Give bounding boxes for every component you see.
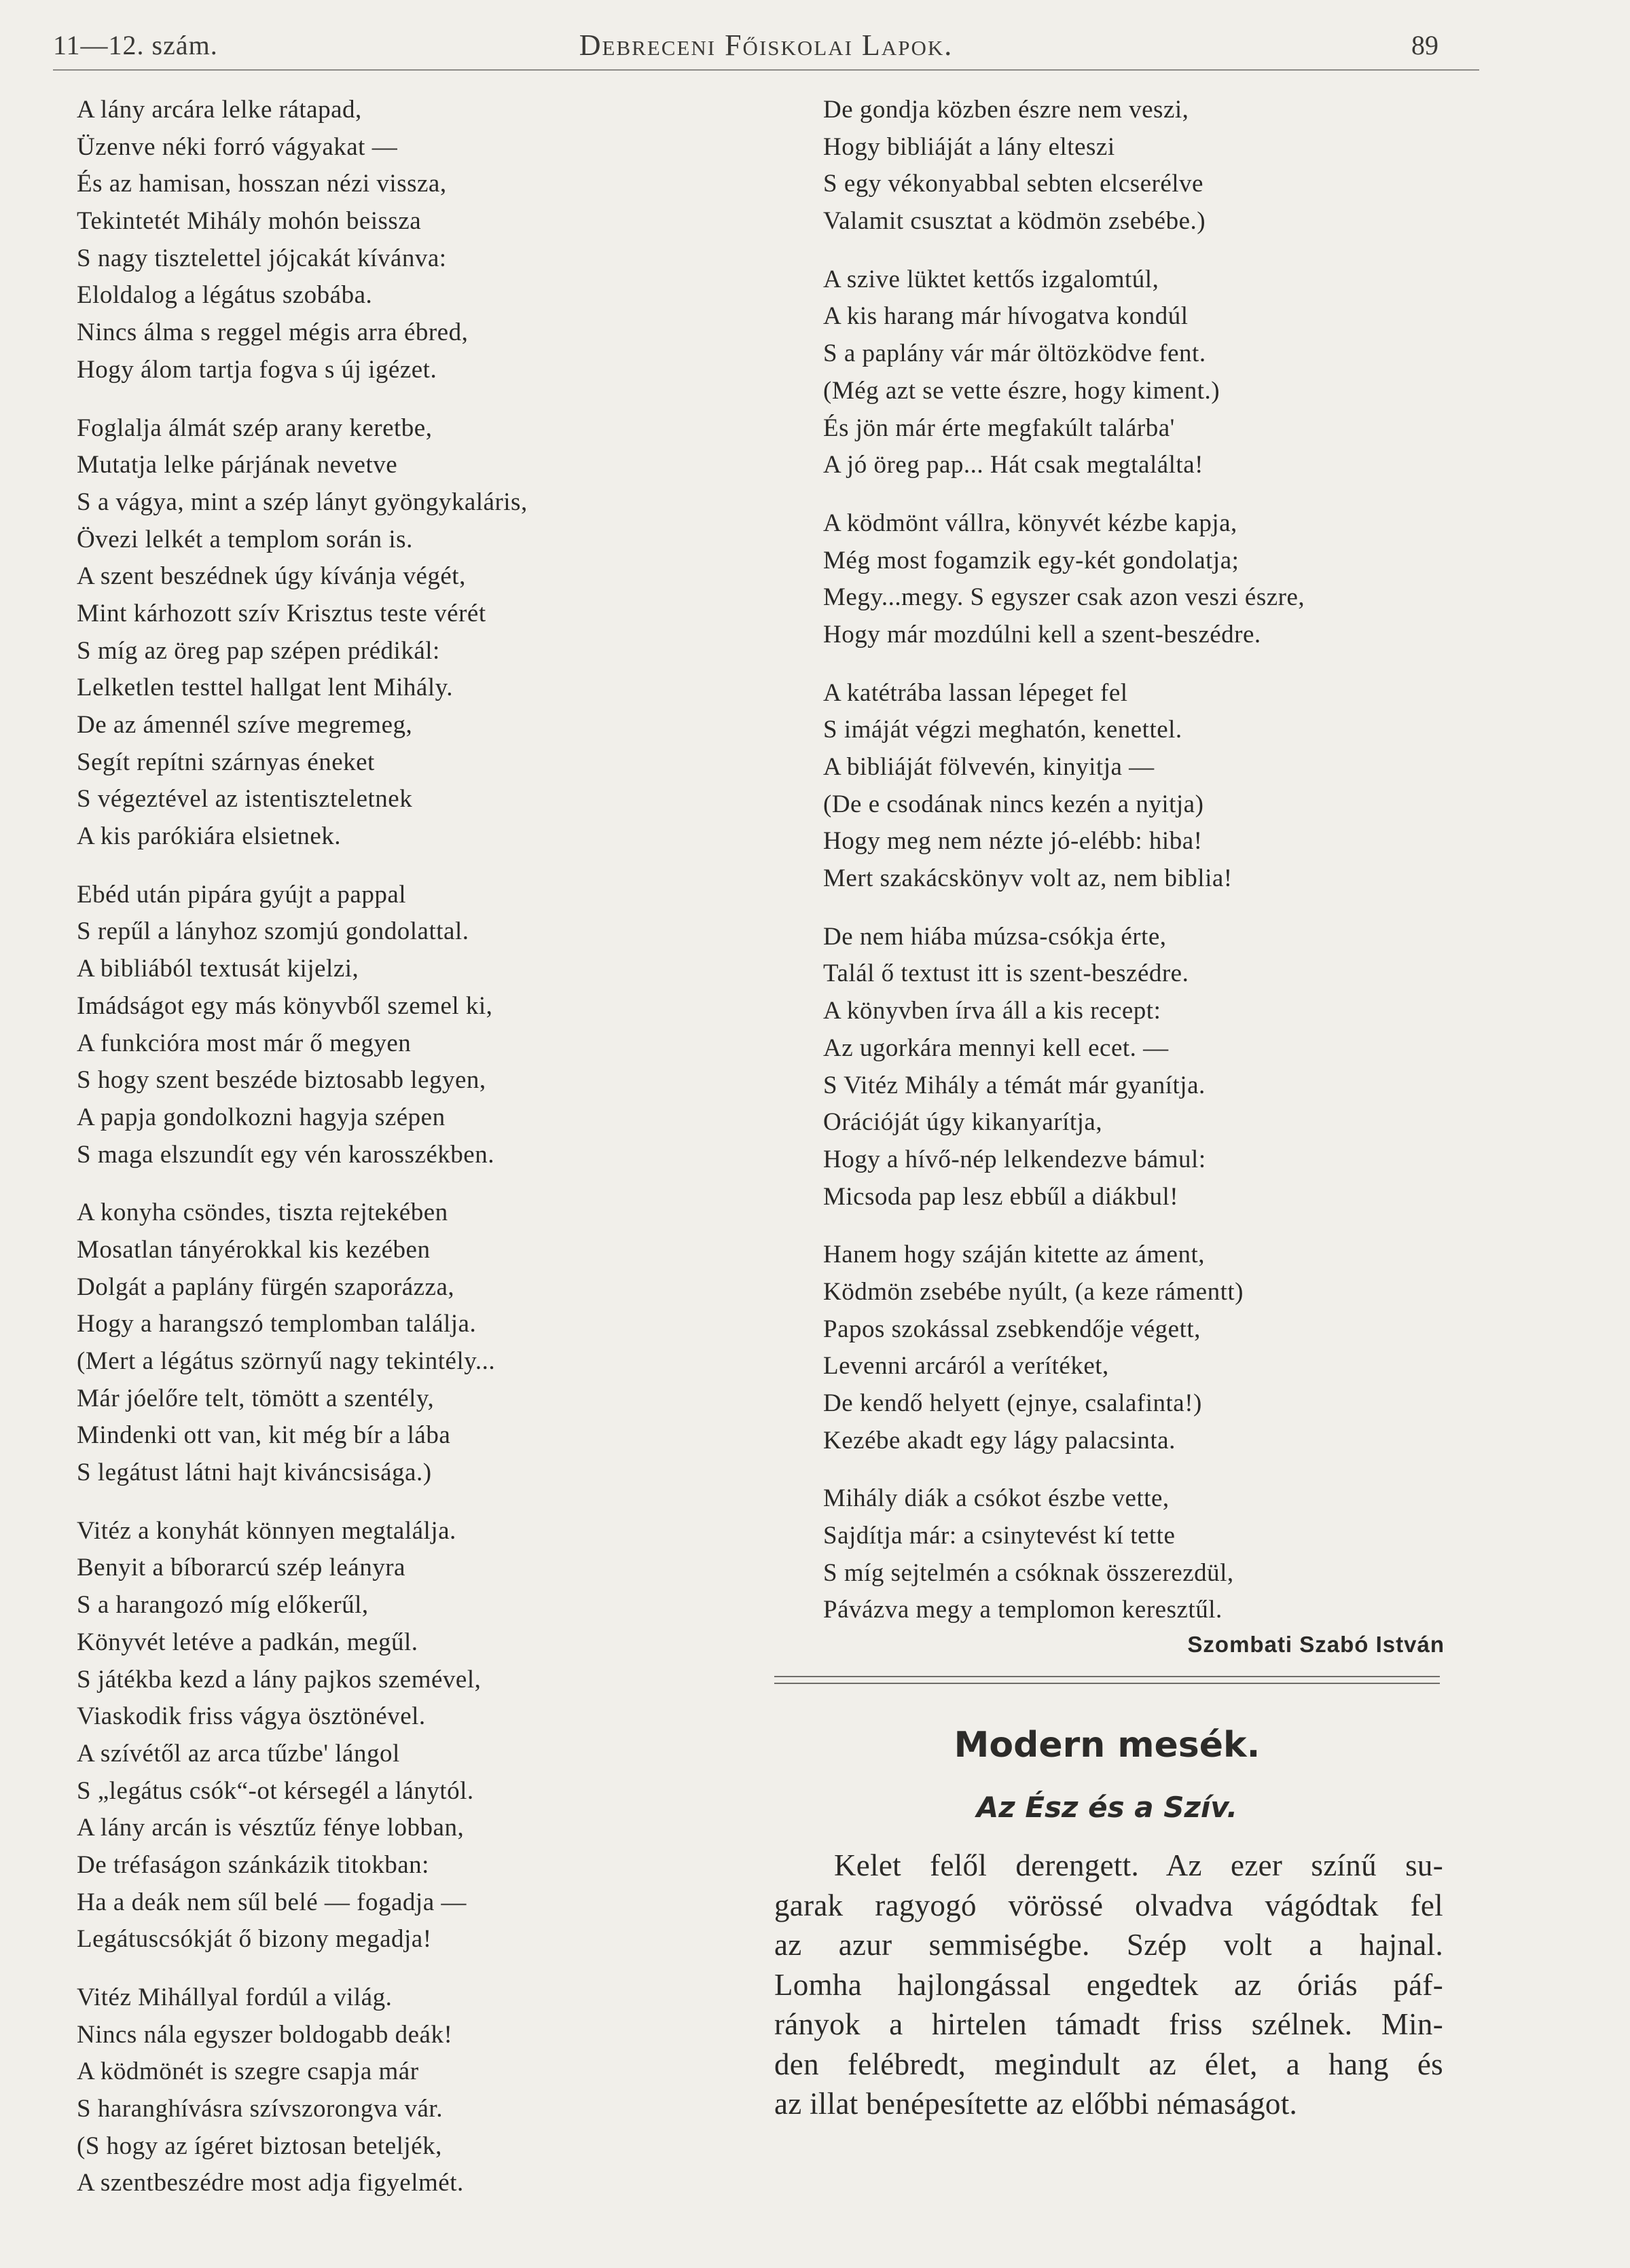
stanza [823, 1480, 1502, 1629]
poem-line: Hogy álom tartja fogva s új igézet. [77, 355, 437, 384]
poem-line: A katétrába lassan lépeget fel [823, 678, 1128, 707]
poem-line: A bibliáját fölvevén, kinyitja — [823, 753, 1155, 781]
prose-line: garak ragyogó vörössé olvadva vágódtak fel [774, 1888, 1443, 1922]
section-title: Modern mesék. [954, 1725, 1261, 1766]
story-paragraph [774, 1846, 1443, 2124]
poem-line: Hanem hogy száján kitette az áment, [823, 1241, 1206, 1269]
poem-line: S maga elszundít egy vén karosszékben. [77, 1140, 494, 1169]
poem-line: A szent beszédnek úgy kívánja végét, [77, 562, 466, 591]
poem-line: Mert szakácskönyv volt az, nem biblia! [823, 864, 1233, 893]
poem-line: S míg az öreg pap szépen prédikál: [77, 636, 440, 665]
poem-line: A funkcióra most már ő megyen [77, 1029, 412, 1057]
stanza [77, 1513, 756, 1958]
poem-line: Mindenki ott van, kit még bír a lába [77, 1421, 451, 1450]
poem-line: Hogy már mozdúlni kell a szent-beszédre. [823, 620, 1261, 648]
poem-line: Üzenve néki forró vágyakat — [77, 132, 398, 161]
section-divider [774, 1676, 1440, 1677]
poem-line: (De e csodának nincs kezén a nyitja) [823, 790, 1204, 818]
stanza [823, 919, 1502, 1216]
poem-line: S egy vékonyabbal sebten elcserélve [823, 170, 1203, 198]
poem-line: Könyvét letéve a padkán, megűl. [77, 1628, 418, 1656]
poem-column-left [77, 92, 756, 2223]
poem-line: Tekintetét Mihály mohón beissza [77, 207, 422, 236]
poem-line: Ködmön zsebébe nyúlt, (a keze rámentt) [823, 1277, 1244, 1306]
poem-line: Papos szokással zsebkendője végett, [823, 1315, 1201, 1343]
poem-line: S a harangozó míg előkerűl, [77, 1591, 369, 1620]
story-title: Az Ész és a Szív. [976, 1791, 1238, 1824]
poem-line: És jön már érte megfakúlt talárba' [823, 414, 1175, 442]
poem-line: Lelketlen testtel hallgat lent Mihály. [77, 674, 453, 702]
poem-line: De tréfaságon szánkázik titokban: [77, 1850, 429, 1879]
poem-line: Kezébe akadt egy lágy palacsinta. [823, 1426, 1176, 1455]
journal-title: Debreceni Főiskolai Lapok. [579, 29, 954, 62]
section-divider-second [774, 1683, 1440, 1684]
prose-line: rányok a hirtelen támadt friss szélnek. Min- [774, 2007, 1443, 2041]
poem-line: A ködmönt vállra, könyvét kézbe kapja, [823, 509, 1237, 537]
poem-line: Benyit a bíborarcú szép leányra [77, 1554, 405, 1582]
poem-line: Mutatja lelke párjának nevetve [77, 451, 398, 479]
poem-line: Viaskodik friss vágya ösztönével. [77, 1702, 426, 1731]
poem-line: A bibliából textusát kijelzi, [77, 955, 359, 983]
stanza [77, 410, 756, 856]
poem-line: Az ugorkára mennyi kell ecet. — [823, 1034, 1169, 1062]
poem-line: S legátust látni hajt kiváncsisága.) [77, 1459, 432, 1487]
poem-line: Segít repítni szárnyas éneket [77, 748, 375, 776]
poem-line: Dolgát a paplány fürgén szaporázza, [77, 1273, 455, 1301]
issue-number: 11—12. szám. [53, 30, 218, 60]
poem-line: Pávázva megy a templomon keresztűl. [823, 1596, 1222, 1624]
poem-line: Nincs nála egyszer boldogabb deák! [77, 2020, 453, 2049]
poem-line: S végeztével az istentiszteletnek [77, 785, 413, 813]
poem-line: Hogy a harangszó templomban találja. [77, 1310, 477, 1338]
stanza [77, 92, 756, 389]
poem-line: Orációját úgy kikanyarítja, [823, 1108, 1103, 1137]
prose-line: den felébredt, megindult az élet, a hang és [774, 2047, 1443, 2081]
poem-line: (S hogy az ígéret biztosan beteljék, [77, 2132, 442, 2160]
poem-line: S míg sejtelmén a csóknak összerezdül, [823, 1558, 1234, 1587]
poem-line: Levenni arcáról a verítéket, [823, 1352, 1109, 1380]
poem-line: A kis parókiára elsietnek. [77, 822, 342, 851]
poem-line: S a vágya, mint a szép lányt gyöngykaláris, [77, 488, 528, 516]
poem-line: Mosatlan tányérokkal kis kezében [77, 1235, 431, 1264]
poem-line: De kendő helyett (ejnye, csalafinta!) [823, 1389, 1202, 1417]
prose-line: Kelet felől derengett. Az ezer színű su- [834, 1848, 1443, 1882]
poem-line: A ködmönét is szegre csapja már [77, 2057, 419, 2086]
poem-line: Megy...megy. S egyszer csak azon veszi észre, [823, 583, 1305, 612]
stanza [77, 877, 756, 1174]
poem-line: S Vitéz Mihály a témát már gyanítja. [823, 1071, 1206, 1099]
poem-line: Nincs álma s reggel mégis arra ébred, [77, 318, 469, 347]
poem-line: Hogy meg nem nézte jó-elébb: hiba! [823, 827, 1203, 856]
poem-line: S repűl a lányhoz szomjú gondolattal. [77, 917, 469, 946]
poem-line: Vitéz Mihállyal fordúl a világ. [77, 1983, 393, 2011]
stanza [823, 261, 1502, 484]
prose-line: az illat benépesítette az előbbi némaságot. [774, 2087, 1298, 2121]
poem-author: Szombati Szabó István [1187, 1632, 1445, 1657]
poem-line: Talál ő textust itt is szent-beszédre. [823, 959, 1189, 988]
poem-line: Övezi lelkét a templom során is. [77, 525, 413, 553]
poem-line: Még most fogamzik egy-két gondolatja; [823, 546, 1239, 574]
page-header [53, 26, 1479, 71]
poem-line: De az ámennél szíve megremeg, [77, 711, 413, 739]
poem-line: Hogy bibliáját a lány elteszi [823, 132, 1115, 161]
poem-line: Ebéd után pipára gyújt a pappal [77, 880, 407, 909]
stanza [77, 1194, 756, 1492]
poem-line: De nem hiába múzsa-csókja érte, [823, 922, 1167, 951]
poem-line: Már jóelőre telt, tömött a szentély, [77, 1384, 435, 1412]
poem-line: A konyha csöndes, tiszta rejtekében [77, 1199, 448, 1227]
poem-line: (Még azt se vette észre, hogy kiment.) [823, 376, 1220, 405]
poem-line: Ha a deák nem sűl belé — fogadja — [77, 1888, 467, 1916]
poem-line: De gondja közben észre nem veszi, [823, 96, 1189, 124]
prose-line: az azur semmiségbe. Szép volt a hajnal. [774, 1928, 1443, 1962]
poem-line: A szive lüktet kettős izgalomtúl, [823, 265, 1159, 293]
poem-line: (Mert a légátus szörnyű nagy tekintély... [77, 1347, 496, 1375]
poem-line: S játékba kezd a lány pajkos szemével, [77, 1665, 482, 1694]
poem-line: És az hamisan, hosszan nézi vissza, [77, 170, 447, 198]
stanza [823, 505, 1502, 654]
stanza [77, 1979, 756, 2202]
poem-line: Foglalja álmát szép arany keretbe, [77, 414, 433, 442]
poem-line: S a paplány vár már öltözködve fent. [823, 340, 1206, 368]
poem-line: Legátuscsókját ő bizony megadja! [77, 1925, 432, 1954]
poem-line: Hogy a hívő-nép lelkendezve bámul: [823, 1145, 1206, 1173]
poem-line: S hogy szent beszéde biztosabb legyen, [77, 1066, 486, 1095]
poem-line: A jó öreg pap... Hát csak megtalálta! [823, 451, 1203, 479]
poem-line: A könyvben írva áll a kis recept: [823, 997, 1161, 1025]
poem-line: Valamit csusztat a ködmön zsebébe.) [823, 207, 1206, 236]
poem-line: A papja gondolkozni hagyja szépen [77, 1103, 446, 1131]
poem-line: Imádságot egy más könyvből szemel ki, [77, 991, 493, 1020]
poem-line: Sajdítja már: a csinytevést kí tette [823, 1522, 1176, 1550]
poem-line: A lány arcán is vésztűz fénye lobban, [77, 1814, 465, 1842]
poem-column-right [823, 92, 1502, 1650]
stanza [823, 92, 1502, 240]
poem-line: A szentbeszédre most adja figyelmét. [77, 2169, 464, 2197]
prose-line: Lomha hajlongással engedtek az óriás páf- [774, 1967, 1443, 2002]
poem-line: A lány arcára lelke rátapad, [77, 96, 362, 124]
poem-line: A kis harang már hívogatva kondúl [823, 302, 1189, 331]
poem-line: Mint kárhozott szív Krisztus teste vérét [77, 599, 486, 627]
poem-line: Vitéz a konyhát könnyen megtalálja. [77, 1516, 456, 1545]
stanza [823, 675, 1502, 898]
poem-line: S nagy tisztelettel jójcakát kívánva: [77, 244, 447, 272]
stanza [823, 1237, 1502, 1459]
poem-line: Eloldalog a légátus szobába. [77, 281, 373, 310]
poem-line: Mihály diák a csókot észbe vette, [823, 1484, 1170, 1513]
poem-line: S haranghívásra szívszorongva vár. [77, 2095, 443, 2123]
page-number: 89 [1411, 30, 1438, 60]
poem-line: S „legátus csók“-ot kérsegél a lánytól. [77, 1776, 474, 1805]
poem-line: S imáját végzi meghatón, kenettel. [823, 716, 1182, 744]
poem-line: Micsoda pap lesz ebbűl a diákbul! [823, 1182, 1179, 1211]
poem-line: A szívétől az arca tűzbe' lángol [77, 1739, 400, 1768]
